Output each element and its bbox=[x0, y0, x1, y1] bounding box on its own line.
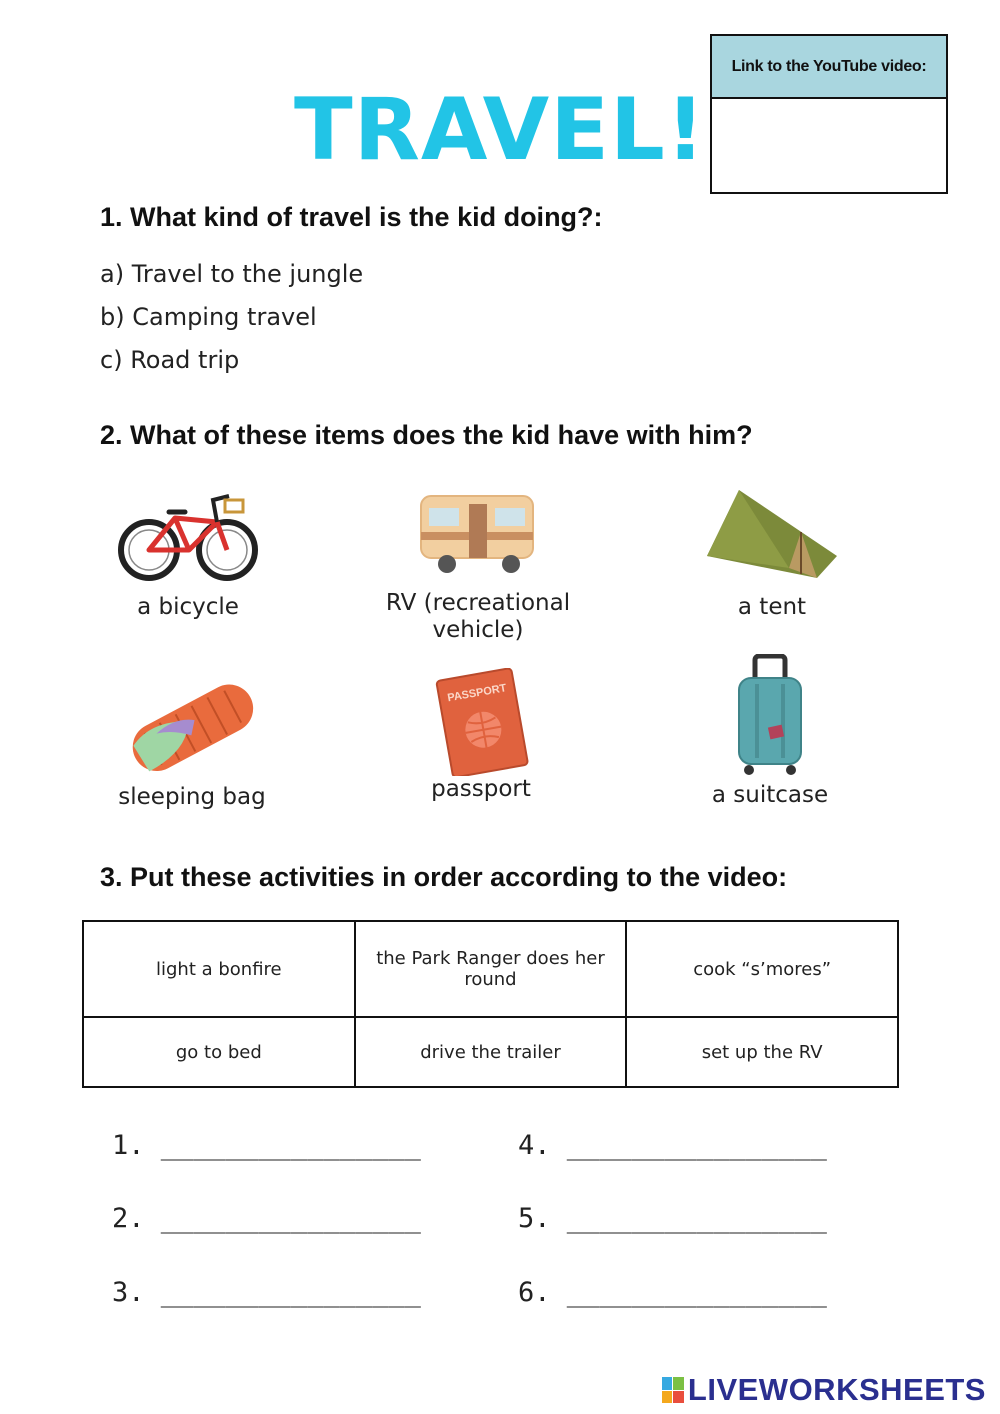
answer-line-3[interactable]: 3. ________________ bbox=[112, 1277, 421, 1308]
answer-line-6[interactable]: 6. ________________ bbox=[518, 1277, 827, 1308]
answer-line-2[interactable]: 2. ________________ bbox=[112, 1203, 421, 1234]
passport-cover-text: PASSPORT bbox=[446, 682, 508, 705]
table-row bbox=[83, 1017, 898, 1087]
item-label: a suitcase bbox=[711, 782, 829, 808]
item-label: sleeping bag bbox=[118, 784, 266, 810]
brand-logo bbox=[662, 1372, 986, 1408]
question-2: 2. What of these items does the kid have with him? bbox=[100, 420, 753, 450]
suitcase-icon bbox=[695, 654, 845, 778]
item-sleeping-bag[interactable] bbox=[72, 676, 312, 811]
question-1: 1. What kind of travel is the kid doing?: bbox=[100, 202, 603, 232]
item-passport[interactable] bbox=[361, 668, 601, 803]
youtube-link-field[interactable] bbox=[712, 99, 946, 194]
passport-icon bbox=[406, 668, 556, 776]
question-3: 3. Put these activities in order according to the video: bbox=[100, 862, 788, 892]
rv-icon bbox=[403, 486, 553, 586]
brand-name: LIVEWORKSHEETS bbox=[687, 1372, 986, 1407]
item-tent[interactable] bbox=[652, 486, 892, 621]
item-label: passport bbox=[431, 776, 531, 802]
youtube-link-box bbox=[710, 34, 948, 194]
liveworksheets-icon bbox=[662, 1377, 684, 1403]
answer-line-5[interactable]: 5. ________________ bbox=[518, 1203, 827, 1234]
item-bicycle[interactable] bbox=[68, 486, 308, 621]
page-title: TRAVEL! bbox=[294, 80, 706, 180]
item-rv[interactable] bbox=[358, 486, 598, 644]
option-b[interactable]: b) Camping travel bbox=[100, 303, 317, 331]
answer-line-1[interactable]: 1. ________________ bbox=[112, 1130, 421, 1161]
option-c[interactable]: c) Road trip bbox=[100, 346, 240, 374]
item-label: a bicycle bbox=[137, 594, 239, 620]
item-label: RV (recreational vehicle) bbox=[385, 590, 571, 643]
table-row bbox=[83, 921, 898, 1017]
activities-table bbox=[82, 920, 899, 1088]
activity-cell[interactable]: light a bonfire bbox=[83, 921, 355, 1017]
answer-line-4[interactable]: 4. ________________ bbox=[518, 1130, 827, 1161]
activity-cell[interactable]: go to bed bbox=[83, 1017, 355, 1087]
bicycle-icon bbox=[113, 486, 263, 586]
activity-cell[interactable]: set up the RV bbox=[626, 1017, 898, 1087]
activity-cell[interactable]: cook “s’mores” bbox=[626, 921, 898, 1017]
activity-cell[interactable]: drive the trailer bbox=[355, 1017, 627, 1087]
option-a[interactable]: a) Travel to the jungle bbox=[100, 260, 364, 288]
sleeping-bag-icon bbox=[117, 676, 267, 776]
activity-cell[interactable]: the Park Ranger does her round bbox=[355, 921, 627, 1017]
youtube-link-label: Link to the YouTube video: bbox=[712, 36, 946, 99]
item-label: a tent bbox=[737, 594, 807, 620]
tent-icon bbox=[697, 486, 847, 586]
item-suitcase[interactable] bbox=[650, 654, 890, 809]
